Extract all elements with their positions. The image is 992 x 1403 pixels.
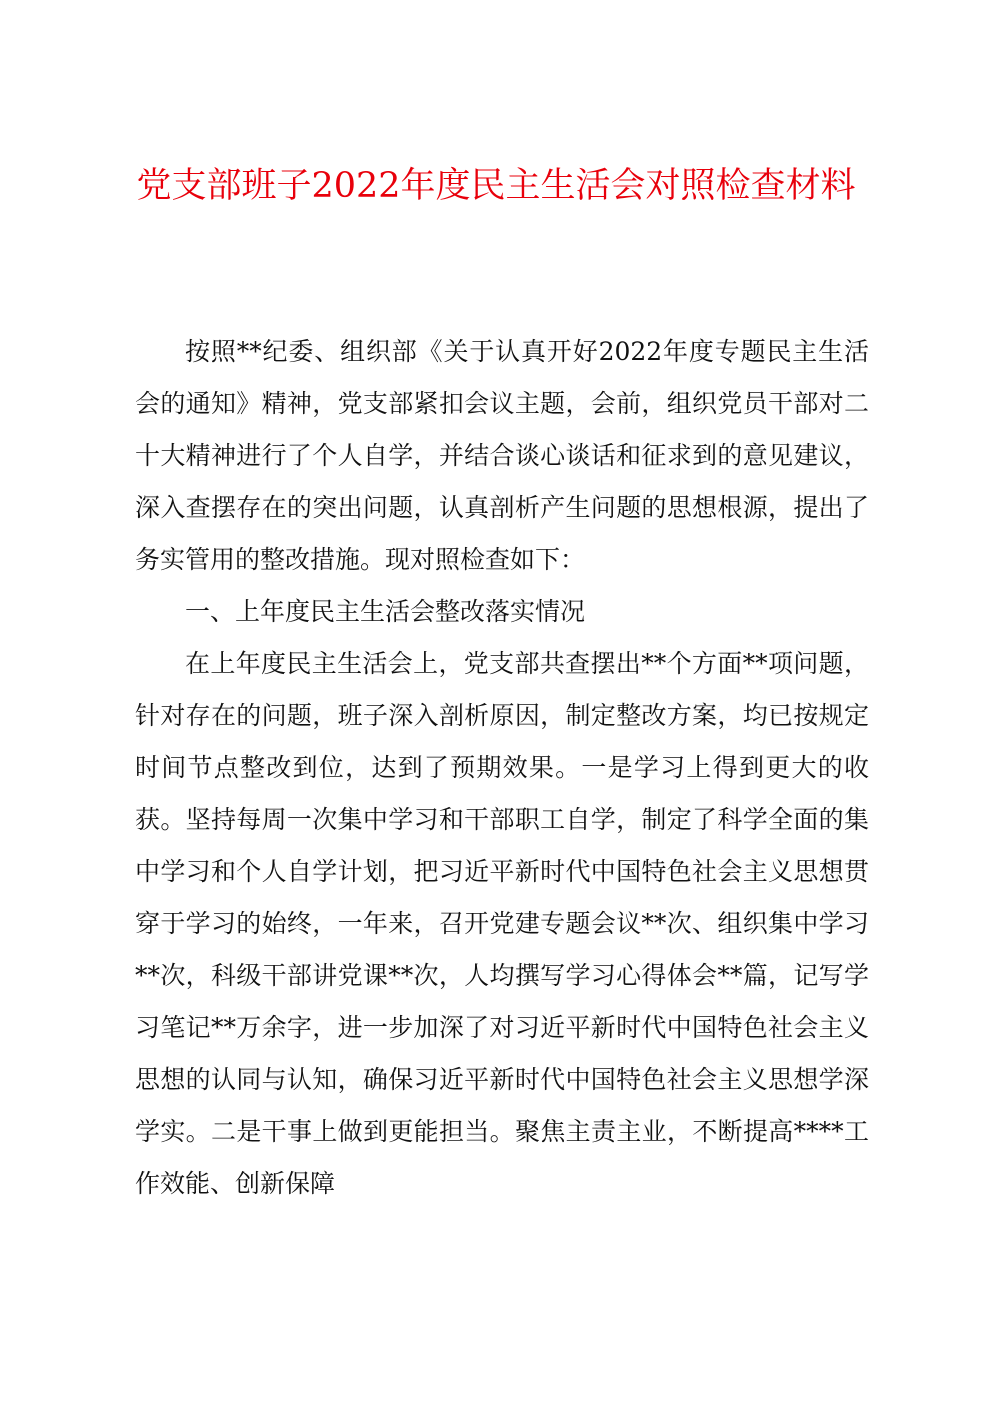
document-body: [135, 326, 869, 1210]
section-heading: 一、上年度民主生活会整改落实情况: [185, 597, 586, 626]
document-title: 党支部班子2022年度民主生活会对照检查材料: [136, 166, 856, 206]
body-paragraph: 在上年度民主生活会上，党支部共查摆出**个方面**项问题，针对存在的问题，班子深入剖析原因，制定整改方案，均已按规定时间节点整改到位，达到了预期效果。一是学习上得到更大的收获。坚持每周一次集中学习和干部职工自学，制定了科学全面的集中学习和个人自学计划，把习近平新时代中国特色社会主义思想贯穿于学习的始终，一年来，召开党建专题会议**次、组织集中学习**次，科级干部讲党课**次，人均撰写学习心得体会**篇，记写学习笔记**万余字，进一步加深了对习近平新时代中国特色社会主义思想的认同与认知，确保习近平新时代中国特色社会主义思想学深学实。二是干事上做到更能担当。聚焦主责主业，不断提高****工作效能、创新保障: [135, 649, 869, 1198]
intro-paragraph: 按照**纪委、组织部《关于认真开好2022年度专题民主生活会的通知》精神，党支部紧扣会议主题，会前，组织党员干部对二十大精神进行了个人自学，并结合谈心谈话和征求到的意见建议，深入查摆存在的突出问题，认真剖析产生问题的思想根源，提出了务实管用的整改措施。现对照检查如下：: [135, 337, 869, 574]
